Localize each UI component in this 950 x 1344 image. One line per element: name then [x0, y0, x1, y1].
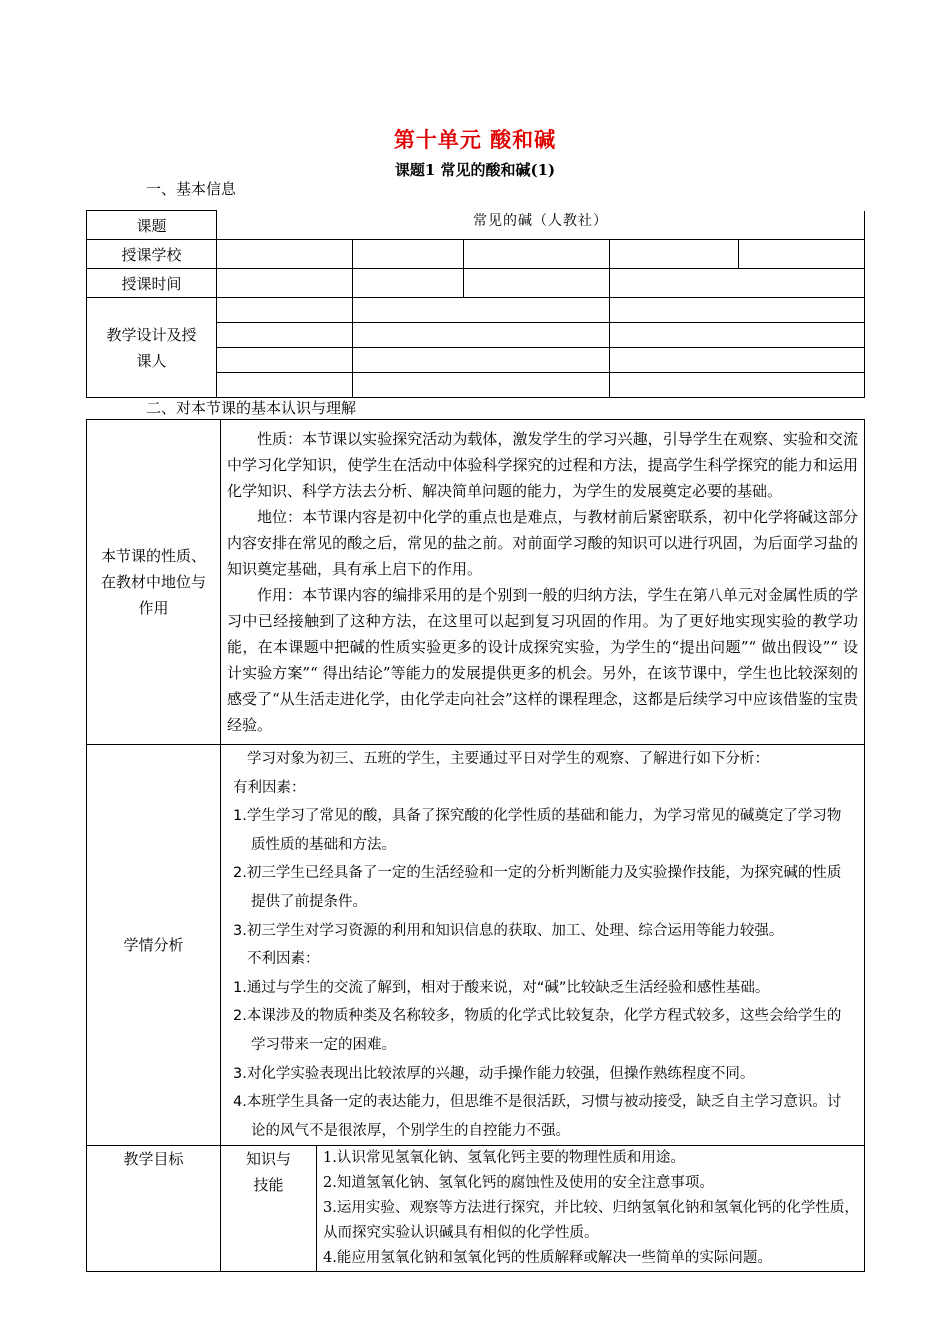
school-cell-5: [739, 240, 865, 269]
basic-info-table: [86, 210, 865, 398]
goals-label: 教学目标: [87, 1146, 221, 1272]
time-cell-1: [217, 269, 353, 298]
role-paragraph-function: 作用：本节课内容的编排采用的是个别到一般的归纳方法，学生在第八单元对金属性质的学习中已经接触到了这种方法，在这里可以起到复习巩固的作用。为了更好地实现实验的教学功能，在本课题中把碱的性质实验更多的设计成探究实验，为学生的“提出问题”“ 做出假设”“ 设计实验方案”“ 得出结论”等能力的发展提供更多的机会。另外，在该节课中，学生也比较深刻的感受了“从生活走进化学，由化学走向社会”这样的课程理念，这都是后续学习中应该借鉴的宝贵经验。: [227, 586, 859, 734]
page-subtitle: 课题1 常见的酸和碱(1): [394, 161, 556, 179]
favorable-item: 2.初三学生已经具备了一定的生活经验和一定的分析判断能力及实验操作技能，为探究碱的性质提供了前提条件。: [233, 865, 842, 910]
section-heading-basic-info: 一、基本信息: [146, 180, 237, 198]
role-paragraph-nature: 性质：本节课以实验探究活动为载体，激发学生的学习兴趣，引导学生在观察、实验和交流中学习化学知识，使学生在活动中体验科学探究的过程和方法，提高学生科学探究的能力和运用化学知识、科学方法去分析、解决简单问题的能力，为学生的发展奠定必要的基础。: [227, 430, 859, 500]
favorable-item: 3.初三学生对学习资源的利用和知识信息的获取、加工、处理、综合运用等能力较强。: [233, 922, 784, 939]
designer-cell-1b: [353, 298, 610, 323]
time-cell-2: [353, 269, 464, 298]
time-cell-3: [464, 269, 610, 298]
goal-item: 2.知道氢氧化钠、氢氧化钙的腐蚀性及使用的安全注意事项。: [323, 1175, 714, 1192]
topic-label: 课题: [87, 211, 217, 240]
page-title: 第十单元 酸和碱: [393, 127, 557, 152]
designer-cell-2b: [353, 323, 610, 348]
unfavorable-item: 3.对化学实验表现出比较浓厚的兴趣，动手操作能力较强，但操作熟练程度不同。: [233, 1065, 755, 1082]
goal-item: 3.运用实验、观察等方法进行探究，并比较、归纳氢氧化钠和氢氧化钙的化学性质，从而探究实验认识碱具有相似的化学性质。: [323, 1200, 859, 1242]
designer-cell-4a: [217, 373, 353, 398]
role-content: [221, 420, 865, 745]
topic-value-text: 常见的碱（人教社）: [473, 212, 609, 229]
understanding-table: [86, 419, 865, 1272]
goal-item: 4.能应用氢氧化钠和氢氧化钙的性质解释或解决一些简单的实际问题。: [323, 1250, 772, 1267]
school-cell-3: [464, 240, 610, 269]
role-label: 本节课的性质、在教材中地位与作用: [87, 420, 221, 745]
analysis-content: [221, 745, 865, 1146]
favorable-item: 1.学生学习了常见的酸，具备了探究酸的化学性质的基础和能力，为学习常见的碱奠定了学习物质性质的基础和方法。: [233, 808, 842, 853]
topic-value: [217, 211, 865, 240]
designer-cell-3c: [610, 348, 865, 373]
designer-cell-2a: [217, 323, 353, 348]
unfavorable-item: 2.本课涉及的物质种类及名称较多，物质的化学式比较复杂，化学方程式较多，这些会给学生的学习带来一定的困难。: [233, 1008, 842, 1053]
role-paragraph-position: 地位：本节课内容是初中化学的重点也是难点，与教材前后紧密联系，初中化学将碱这部分内容安排在常见的酸之后，常见的盐之前。对前面学习酸的知识可以进行巩固，为后面学习盐的知识奠定基础，具有承上启下的作用。: [227, 508, 859, 578]
designer-cell-1a: [217, 298, 353, 323]
school-label: 授课学校: [87, 240, 217, 269]
designer-label: 教学设计及授课人: [87, 298, 217, 398]
designer-cell-2c: [610, 323, 865, 348]
goals-list: [317, 1146, 865, 1272]
school-cell-4: [610, 240, 739, 269]
unfavorable-heading: 不利因素：: [247, 951, 320, 968]
section-heading-understanding: 二、对本节课的基本认识与理解: [146, 399, 357, 417]
school-cell-2: [353, 240, 464, 269]
favorable-heading: 有利因素：: [233, 779, 306, 796]
designer-cell-3a: [217, 348, 353, 373]
analysis-label: 学情分析: [87, 745, 221, 1146]
designer-cell-3b: [353, 348, 610, 373]
goal-item: 1.认识常见氢氧化钠、氢氧化钙主要的物理性质和用途。: [323, 1150, 685, 1167]
time-label: 授课时间: [87, 269, 217, 298]
designer-cell-1c: [610, 298, 865, 323]
designer-cell-4c: [610, 373, 865, 398]
unfavorable-item: 1.通过与学生的交流了解到，相对于酸来说，对“碱”比较缺乏生活经验和感性基础。: [233, 979, 770, 996]
time-cell-4: [610, 269, 865, 298]
analysis-intro: 学习对象为初三、五班的学生，主要通过平日对学生的观察、了解进行如下分析：: [247, 751, 769, 767]
school-cell-1: [217, 240, 353, 269]
unfavorable-item: 4.本班学生具备一定的表达能力，但思维不是很活跃，习惯与被动接受，缺乏自主学习意识。讨论的风气不是很浓厚，个别学生的自控能力不强。: [233, 1094, 842, 1139]
designer-cell-4b: [353, 373, 610, 398]
goals-sub-label: 知识与技能: [221, 1146, 317, 1272]
